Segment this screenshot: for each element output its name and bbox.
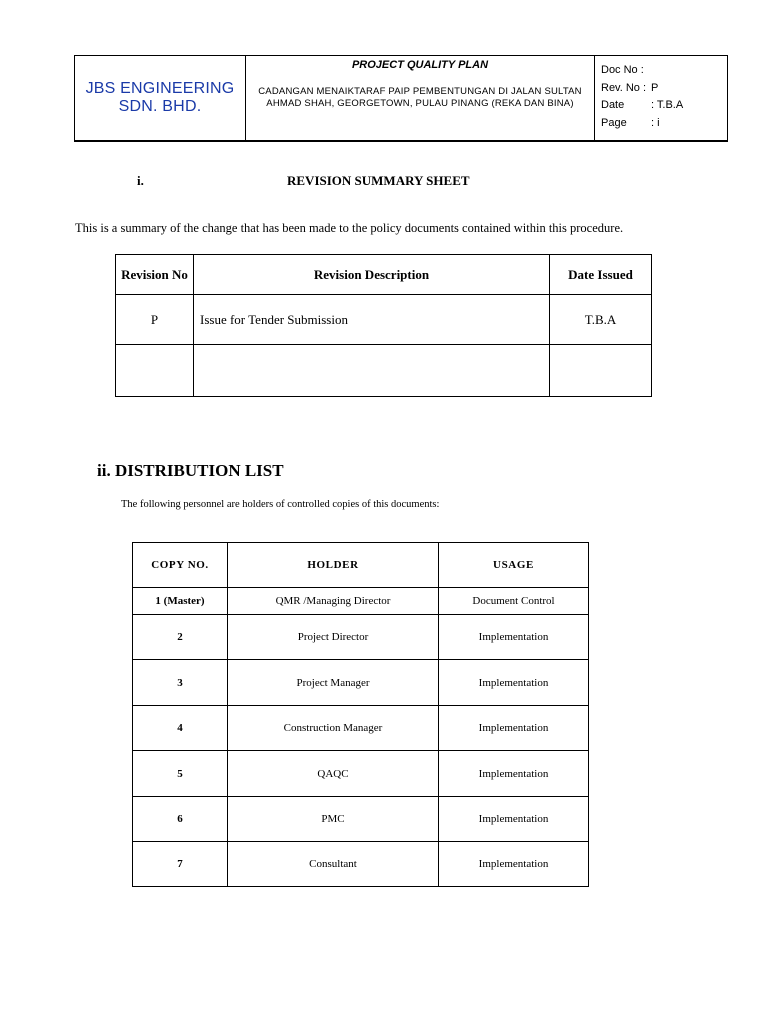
- table-header-row: [116, 255, 652, 295]
- table-row: [133, 797, 589, 842]
- column-header: Date Issued: [550, 255, 652, 295]
- section-intro: This is a summary of the change that has been made to the policy documents contained within this procedure.: [75, 221, 624, 235]
- revision-table: [115, 254, 652, 397]
- table-cell: [194, 345, 550, 397]
- table-cell: T.B.A: [550, 295, 652, 345]
- column-header: Revision Description: [194, 255, 550, 295]
- table-cell: Project Director: [228, 615, 439, 660]
- table-cell: QAQC: [228, 751, 439, 797]
- table-cell: [550, 345, 652, 397]
- table-cell: 5: [133, 751, 228, 797]
- table-cell: Implementation: [439, 751, 589, 797]
- section-number: i.: [137, 173, 144, 188]
- table-cell: Implementation: [439, 842, 589, 887]
- company-name-line1: JBS ENGINEERING: [85, 80, 235, 97]
- table-row: [116, 345, 652, 397]
- meta-label: Doc No :: [601, 64, 644, 76]
- document-header: [74, 55, 728, 142]
- meta-value: : i: [651, 116, 660, 129]
- header-title-block: [246, 56, 595, 140]
- table-cell: 3: [133, 660, 228, 706]
- meta-row: [601, 62, 727, 80]
- table-row: [133, 706, 589, 751]
- meta-value: P: [651, 81, 659, 94]
- table-cell: [116, 345, 194, 397]
- table-cell: Consultant: [228, 842, 439, 887]
- meta-value: : T.B.A: [651, 99, 684, 111]
- meta-row: [601, 80, 727, 98]
- table-cell: Issue for Tender Submission: [194, 295, 550, 345]
- table-row: [133, 588, 589, 615]
- table-cell: Project Manager: [228, 660, 439, 706]
- doc-meta: [595, 56, 727, 140]
- table-header-row: [133, 543, 589, 588]
- section-intro: The following personnel are holders of controlled copies of this documents:: [121, 499, 440, 510]
- table-row: [133, 660, 589, 706]
- meta-row: [601, 97, 727, 115]
- table-cell: 6: [133, 797, 228, 842]
- meta-label: Date: [601, 99, 625, 111]
- table-cell: Document Control: [439, 588, 589, 615]
- table-row: [133, 842, 589, 887]
- company-name-line2: SDN. BHD.: [118, 98, 202, 115]
- table-cell: PMC: [228, 797, 439, 842]
- meta-label: Rev. No :: [601, 81, 647, 94]
- table-row: [133, 615, 589, 660]
- section-title: ii. DISTRIBUTION LIST: [97, 461, 284, 480]
- table-cell: Implementation: [439, 706, 589, 751]
- table-cell: Implementation: [439, 797, 589, 842]
- meta-label: Page: [601, 116, 627, 129]
- meta-row: [601, 115, 727, 133]
- table-cell: QMR /Managing Director: [228, 588, 439, 615]
- column-header: HOLDER: [228, 543, 439, 588]
- column-header: Revision No: [116, 255, 194, 295]
- column-header: COPY NO.: [133, 543, 228, 588]
- table-cell: Implementation: [439, 615, 589, 660]
- project-description: CADANGAN MENAIKTARAF PAIP PEMBENTUNGAN DI JALAN SULTAN AHMAD SHAH, GEORGETOWN, PULAU PINANG (REKA DAN BINA): [258, 86, 582, 109]
- table-cell: Implementation: [439, 660, 589, 706]
- company-name-block: [75, 56, 246, 140]
- table-row: [116, 295, 652, 345]
- table-cell: P: [116, 295, 194, 345]
- table-cell: 4: [133, 706, 228, 751]
- column-header: USAGE: [439, 543, 589, 588]
- table-cell: 1 (Master): [133, 588, 228, 615]
- table-cell: 2: [133, 615, 228, 660]
- doc-title: PROJECT QUALITY PLAN: [351, 59, 489, 71]
- section-title: REVISION SUMMARY SHEET: [287, 173, 470, 188]
- table-row: [133, 751, 589, 797]
- table-cell: 7: [133, 842, 228, 887]
- distribution-table: [132, 542, 589, 887]
- table-cell: Construction Manager: [228, 706, 439, 751]
